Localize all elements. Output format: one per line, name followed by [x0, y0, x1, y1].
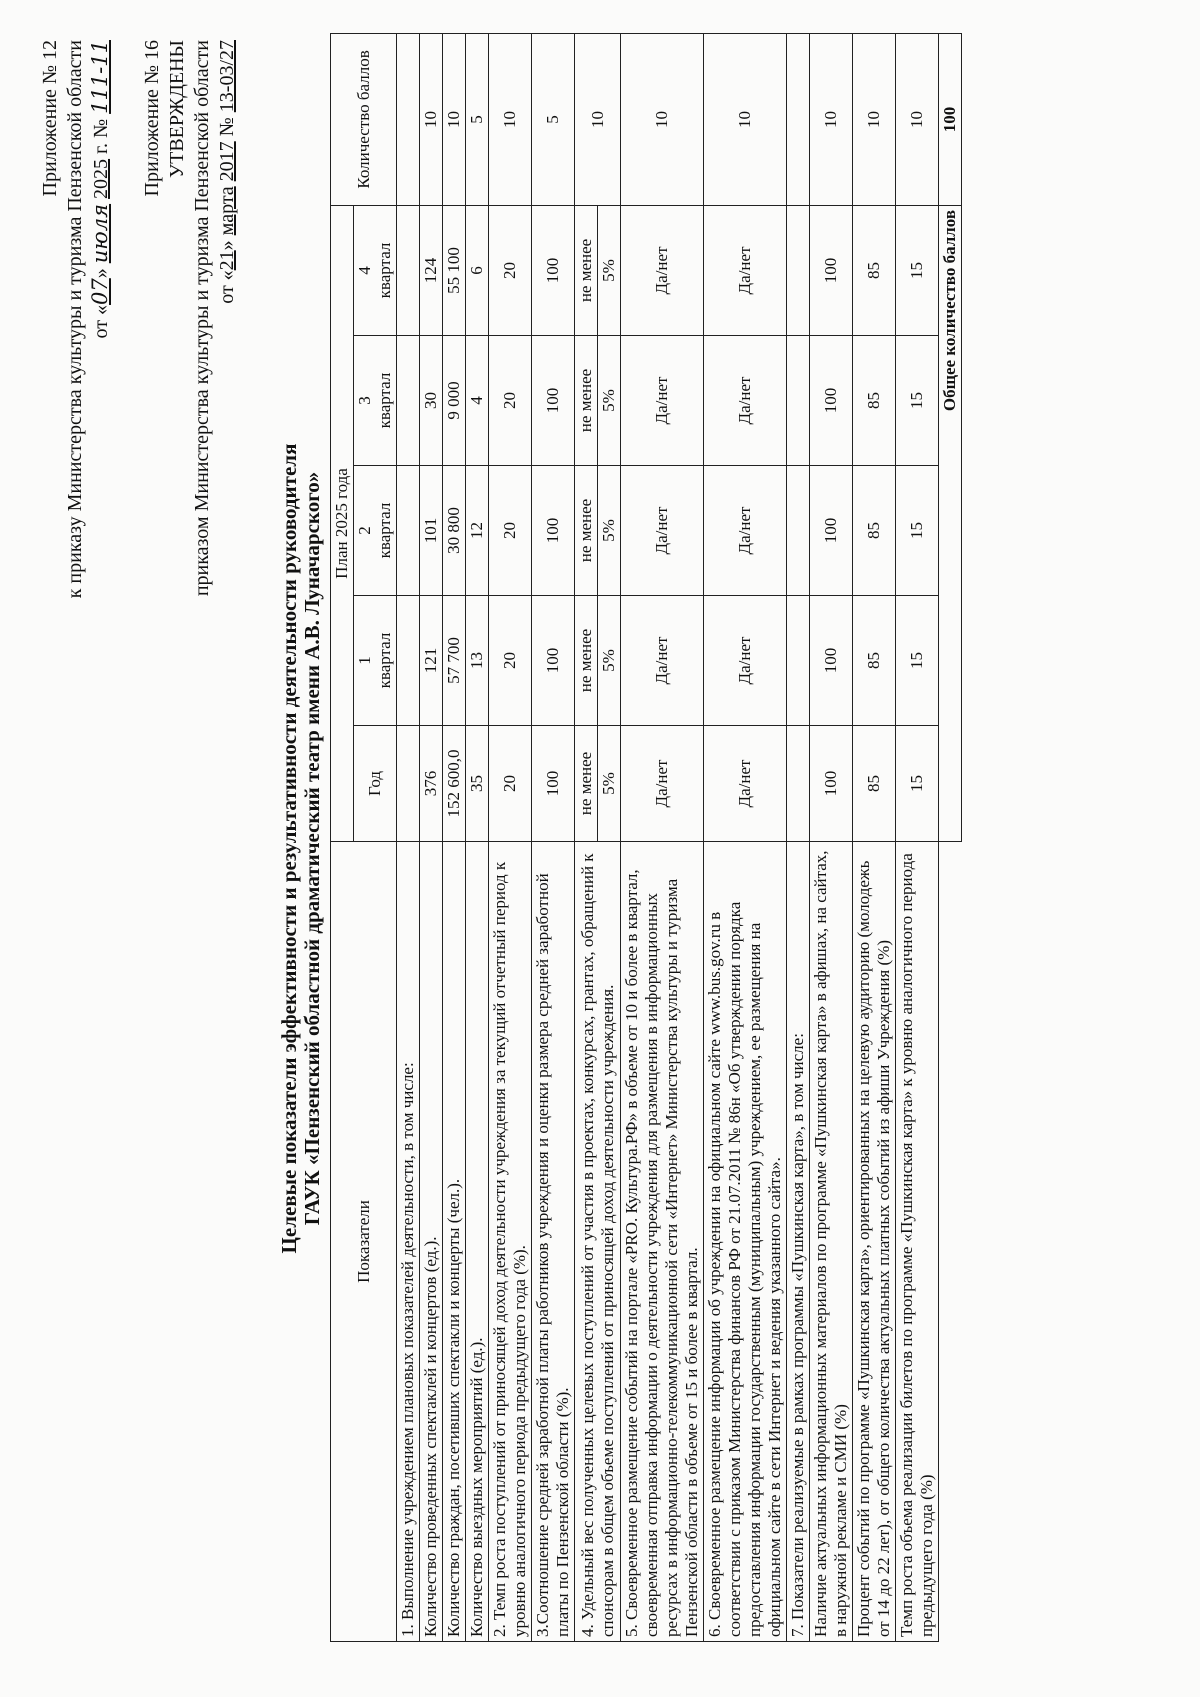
appendix-12-year: 2025	[90, 158, 112, 199]
table-row: 6. Своевременное размещение информации об учреждении на официальном сайте www.bus.gov.ru в соответствии с приказом Министерства финансов РФ от 21.07.2011 № 86н «Об утверждении порядка предоставления информации государственным (муниципальным) учреждением, ее размещения на официальном сайте в сети Интернет и ведения указанного сайта». Да/нет Да/нет Да/нет Да/нет Да/нет 10	[704, 33, 787, 1641]
table-row: 7. Показатели реализуемые в рамках программы «Пушкинская карта», в том числе:	[787, 33, 810, 1641]
appendix-12-header	[38, 40, 114, 598]
table-header-row	[331, 33, 354, 1641]
header-q3: 3 квартал	[354, 336, 397, 466]
indicators-table	[330, 33, 962, 1642]
document-subtitle: ГАУК «Пензенский областной драматический театр имени А.В. Луначарского»	[300, 471, 324, 1226]
appendix-16-order-ref: приказом Министерства культуры и туризма Пензенской области	[191, 40, 213, 597]
header-indicators: Показатели	[331, 842, 397, 1642]
table-row: 4. Удельный вес полученных целевых поступлений от участия в проектах, конкурсах, грантах, обращений к спонсорам в общем объеме поступлений от приносящей доход деятельности учреждения. не менее не менее не менее не менее не менее 10	[575, 33, 598, 1641]
appendix-16-date-line: от «21» марта 2017 № 13-03/27	[216, 40, 238, 304]
appendix-12-date-line: от «07» июля 2025 г. № 111-11	[88, 40, 112, 339]
appendix-16-header	[140, 40, 240, 596]
appendix-16-order-number: 13-03/27	[216, 40, 238, 113]
table-row: Наличие актуальных информационных материалов по программе «Пушкинская карта» в афишах, на сайтах, в наружной рекламе и СМИ (%) 100 100 100 100 100 10	[810, 33, 853, 1641]
approved-label: УТВЕРЖДЕНЫ	[166, 40, 188, 179]
appendix-12-number: Приложение № 12	[39, 40, 61, 197]
table-row: Процент событий по программе «Пушкинская карта», ориентированных на целевую аудиторию (молодежь от 14 до 22 лет), от общего количества актуальных платных событий из афиши Учреждения (%) 85 85 85 85 85 10	[853, 33, 896, 1641]
header-q1: 1 квартал	[354, 596, 397, 726]
appendix-16-number: Приложение № 16	[141, 40, 163, 197]
appendix-16-day: 21	[216, 250, 238, 271]
table-row: 2. Темп роста поступлений от приносящей доход деятельности учреждения за текущий отчетный период к уровню аналогичного периода предыдущего года (%). 20 20 20 20 20 10	[489, 33, 532, 1641]
header-plan: План 2025 года	[331, 205, 354, 841]
total-row	[939, 33, 962, 1641]
total-label: Общее количество баллов	[939, 205, 962, 841]
total-value: 100	[939, 33, 962, 205]
header-q2: 2 квартал	[354, 466, 397, 596]
header-points: Количество баллов	[331, 33, 397, 205]
appendix-12-month: июля	[88, 203, 112, 264]
header-year: Год	[354, 726, 397, 842]
table-row: 5% 5% 5% 5% 5%	[598, 33, 621, 1641]
appendix-16-month: марта	[216, 186, 238, 236]
table-row: Количество выездных мероприятий (ед.). 35 13 12 4 6 5	[466, 33, 489, 1641]
header-q4: 4 квартал	[354, 205, 397, 335]
table-row: 3.Соотношение средней заработной платы работников учреждения и оценки размера средней заработной платы по Пензенской области (%). 100 100 100 100 100 5	[532, 33, 575, 1641]
table-row: Количество граждан, посетивших спектакли и концерты (чел.). 152 600,0 57 700 30 800 9 000 55 100 10	[443, 33, 466, 1641]
table-row: 1. Выполнение учреждением плановых показателей деятельности, в том числе:	[397, 33, 420, 1641]
table-row: 5. Своевременное размещение событий на портале «PRO. Культура.РФ» в объеме от 10 и более в квартал, своевременная отправка информации о деятельности учреждения для размещения в информационных ресурсах в информационно-телекоммуникационной сети «Интернет» Министерства культуры и туризма Пензенской области в объеме от 15 и более в квартал. Да/нет Да/нет Да/нет Да/нет Да/нет 10	[621, 33, 704, 1641]
appendix-12-day: 07	[88, 278, 112, 305]
appendix-12-order-ref: к приказу Министерства культуры и туризма Пензенской области	[64, 40, 86, 599]
document-title: Целевые показатели эффективности и результативности деятельности руководителя	[277, 443, 301, 1254]
appendix-16-year: 2017	[216, 141, 238, 182]
table-row: Количество проведенных спектаклей и концертов (ед.). 376 121 101 30 124 10	[420, 33, 443, 1641]
table-row: Темп роста объема реализации билетов по программе «Пушкинская карта» к уровню аналогичного периода предыдущего года (%) 15 15 15 15 15 10	[896, 33, 939, 1641]
appendix-12-order-number: 111-11	[88, 40, 112, 114]
